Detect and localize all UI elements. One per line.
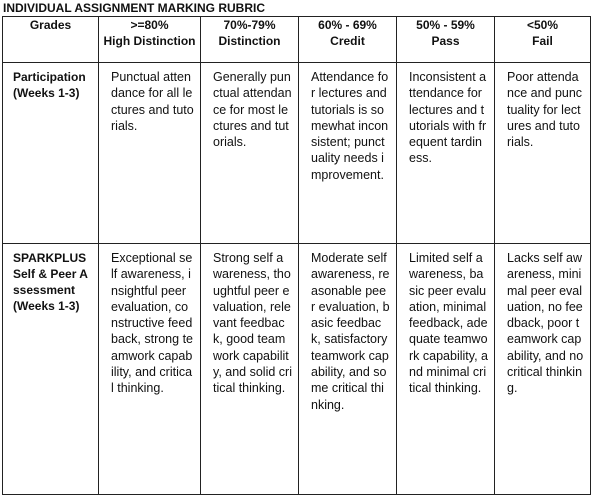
rubric-cell: Exceptional self awareness, insightful peer evaluation, constructive feedback, strong teamwork capability, and critical thinking. [99, 244, 201, 495]
grades-header [3, 17, 99, 63]
rubric-cell: Lacks self awareness, minimal peer evaluation, no feedback, poor teamwork capability, and no critical thinking. [495, 244, 591, 495]
rubric-cell: Punctual attendance for all lectures and tutorials. [99, 63, 201, 244]
rubric-cell: Attendance for lectures and tutorials is somewhat inconsistent; punctuality needs improvement. [299, 63, 397, 244]
header-high-distinction [99, 17, 201, 63]
grade-range: 60% - 69% [318, 18, 377, 32]
header-fail [495, 17, 591, 63]
table-header-row [3, 17, 591, 63]
criterion-label: SPARKPLUS Self & Peer Assessment (Weeks 1-3) [3, 244, 99, 495]
rubric-cell: Poor attendance and punctuality for lectures and tutorials. [495, 63, 591, 244]
rubric-cell: Limited self awareness, basic peer evaluation, minimal feedback, adequate teamwork capability, and minimal critical thinking. [397, 244, 495, 495]
rubric-cell: Strong self awareness, thoughtful peer evaluation, relevant feedback, good teamwork capability, and solid critical thinking. [201, 244, 299, 495]
rubric-cell: Generally punctual attendance for most lectures and tutorials. [201, 63, 299, 244]
grade-range: 70%-79% [223, 18, 276, 32]
rubric-cell: Inconsistent attendance for lectures and tutorials with frequent tardiness. [397, 63, 495, 244]
grade-name: Fail [532, 34, 553, 48]
grade-range: <50% [526, 18, 559, 32]
rubric-cell: Moderate self awareness, reasonable peer evaluation, basic feedback, satisfactory teamwork capability, and some critical thinking. [299, 244, 397, 495]
grade-range: 50% - 59% [416, 18, 475, 32]
table-row-sparkplus [3, 244, 591, 495]
header-credit [299, 17, 397, 63]
table-row-participation [3, 63, 591, 244]
grade-name: Credit [330, 34, 365, 48]
marking-rubric-table [2, 16, 591, 495]
grade-range: >=80% [130, 18, 169, 32]
criterion-label: Participation (Weeks 1-3) [3, 63, 99, 244]
grade-name: Pass [431, 34, 460, 48]
document-title: INDIVIDUAL ASSIGNMENT MARKING RUBRIC [3, 1, 266, 15]
grades-label: Grades [29, 18, 72, 32]
header-distinction [201, 17, 299, 63]
grade-name: Distinction [218, 34, 281, 48]
header-pass [397, 17, 495, 63]
grade-name: High Distinction [103, 34, 196, 48]
